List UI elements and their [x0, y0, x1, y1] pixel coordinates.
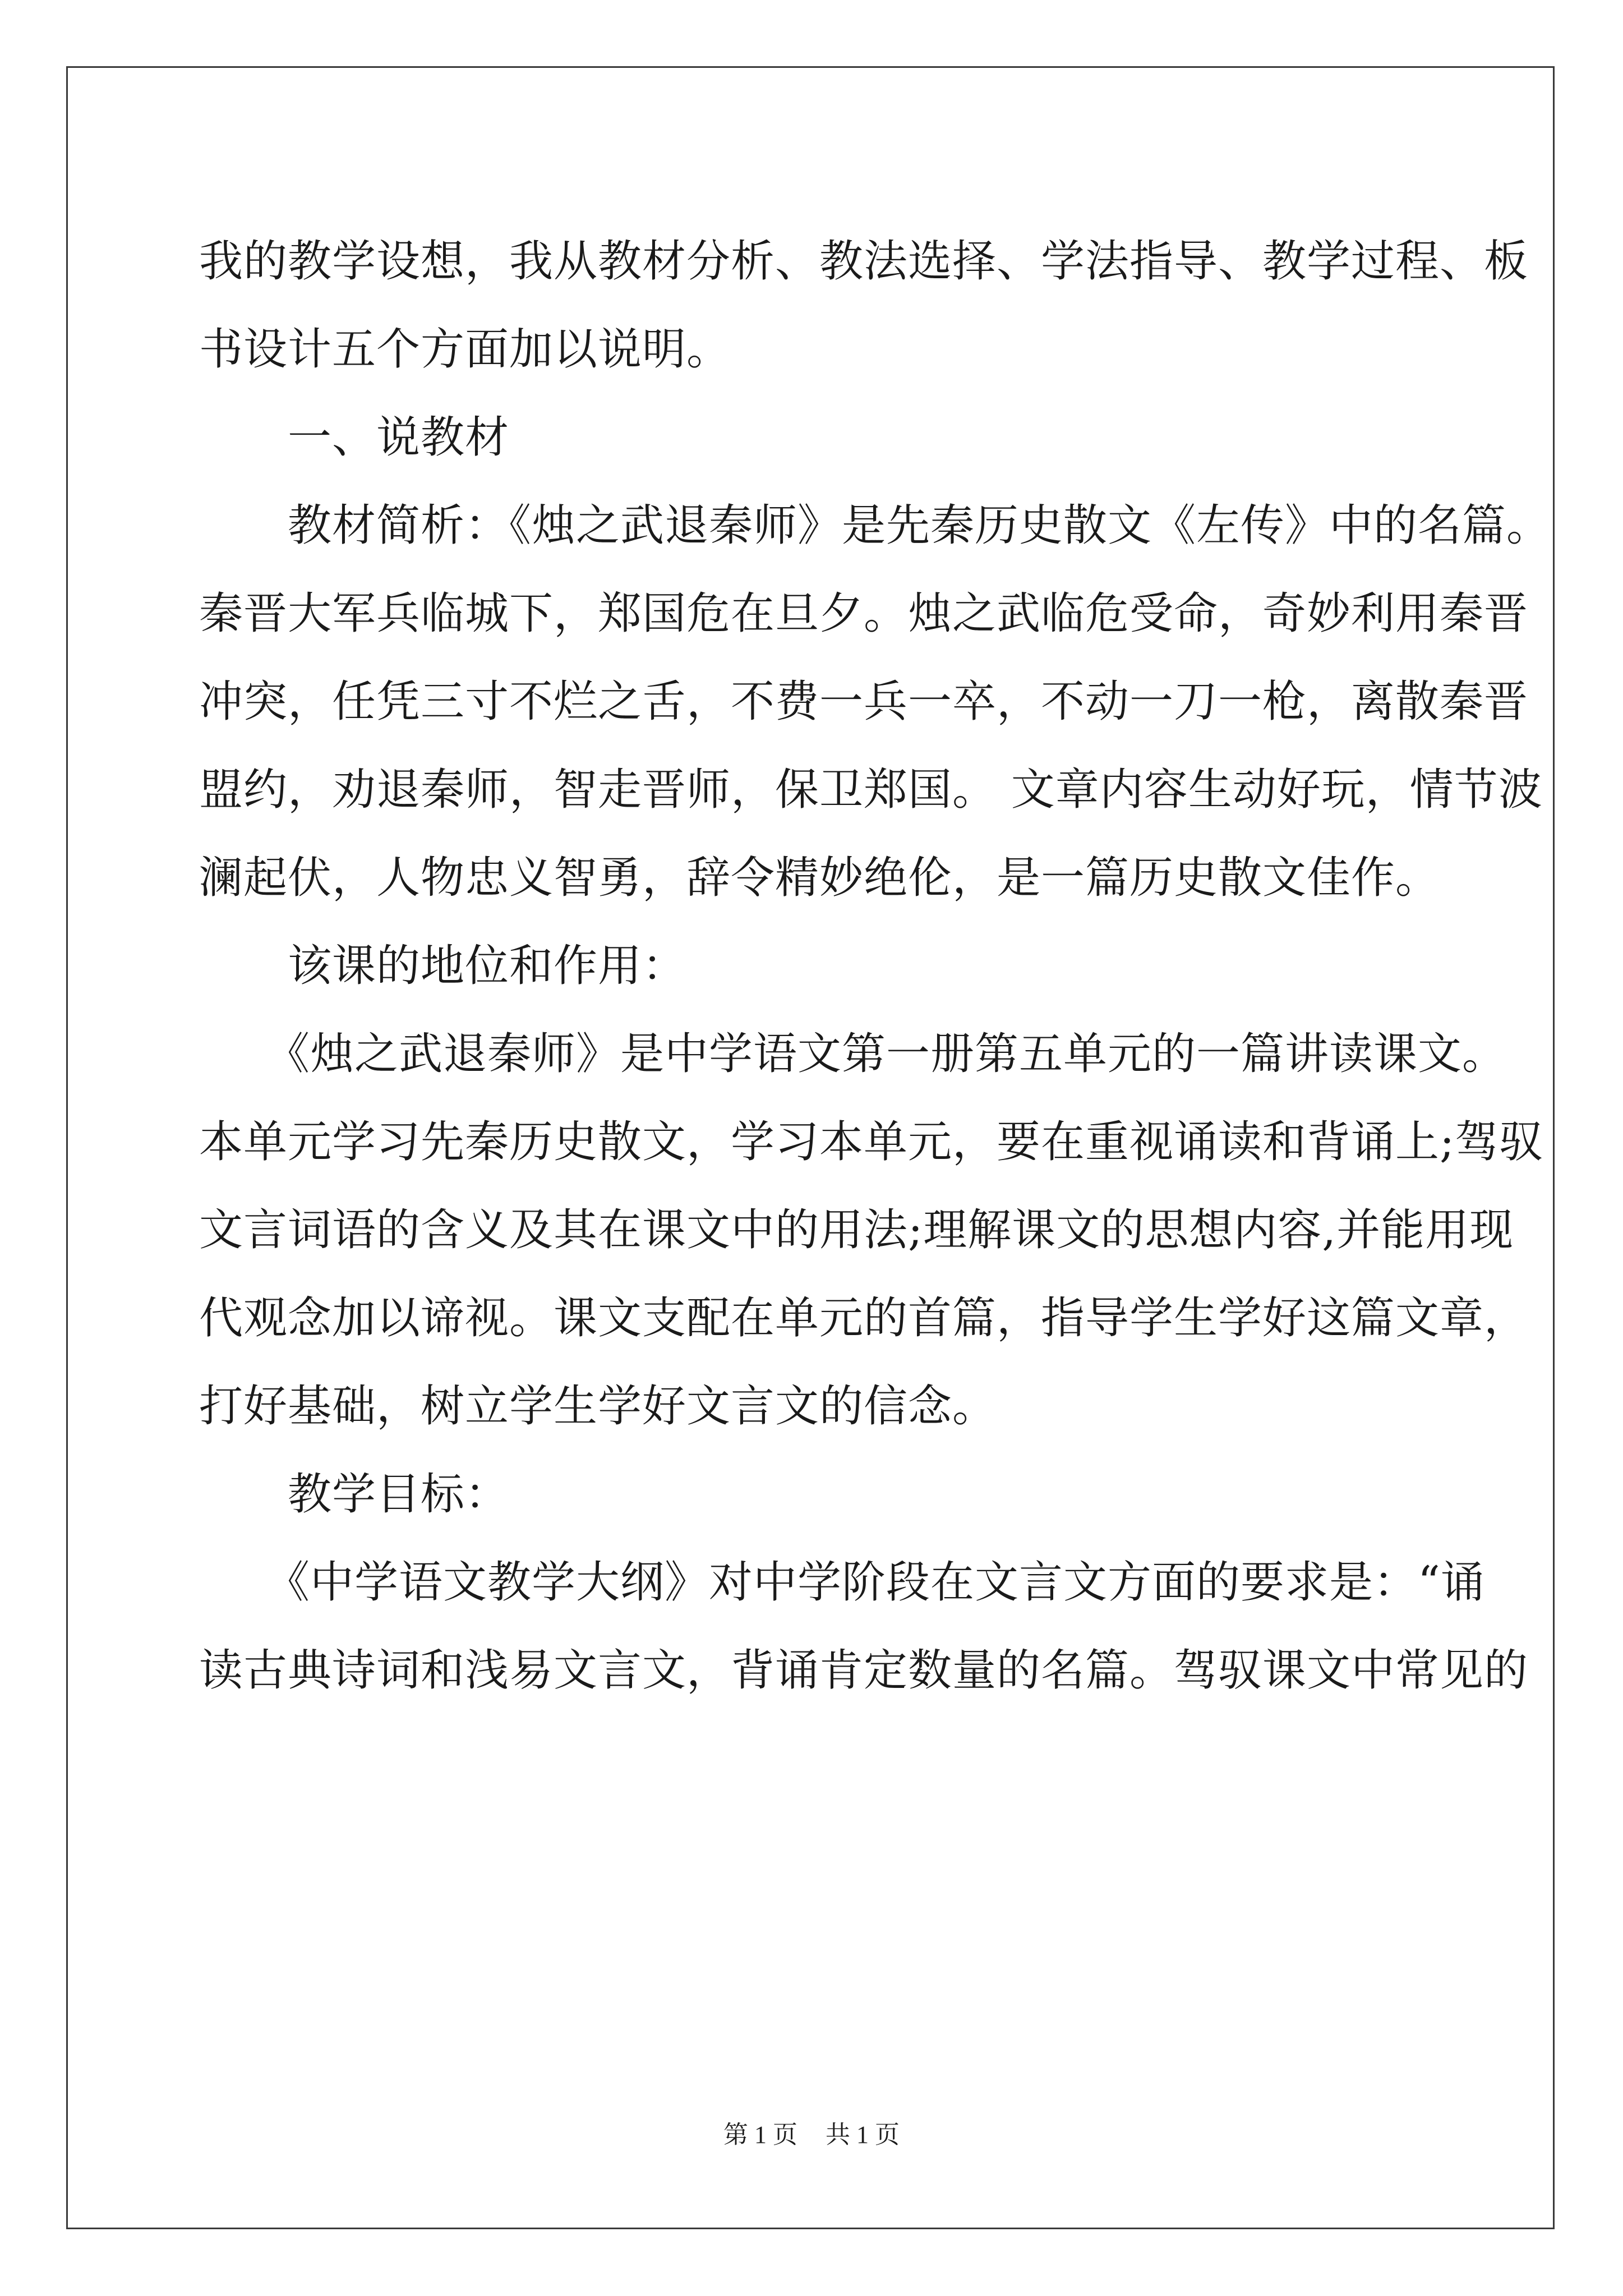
subheading: 该课的地位和作用： [199, 941, 687, 991]
text-line: 文言词语的含义及其在课文中的用法;理解课文的思想内容,并能用现 [199, 1205, 1514, 1255]
document-body [199, 218, 1551, 1715]
text-line: 教材简析：《烛之武退秦师》是先秦历史散文《左传》中的名篇。 [199, 500, 1551, 551]
text-line: 冲突，任凭三寸不烂之舌，不费一兵一卒，不动一刀一枪，离散秦晋 [199, 677, 1529, 727]
page-footer [0, 2118, 1623, 2152]
page-number: 第 1 页 [723, 2121, 797, 2148]
text-line: 《烛之武退秦师》是中学语文第一册第五单元的一篇讲读课文。 [199, 1029, 1507, 1079]
text-line: 代观念加以谛视。课文支配在单元的首篇，指导学生学好这篇文章， [199, 1293, 1529, 1343]
text-line: 秦晋大军兵临城下，郑国危在旦夕。烛之武临危受命，奇妙利用秦晋 [199, 588, 1529, 639]
text-line: 澜起伏，人物忠义智勇，辞令精妙绝伦，是一篇历史散文佳作。 [199, 853, 1440, 903]
text-line: 本单元学习先秦历史散文，学习本单元，要在重视诵读和背诵上;驾驭 [199, 1117, 1544, 1167]
text-line: 我的教学设想，我从教材分析、教法选择、学法指导、教学过程、板 [199, 236, 1529, 287]
page-total: 共 1 页 [826, 2121, 900, 2148]
text-line: 书设计五个方面加以说明。 [199, 324, 731, 375]
section-heading: 一、说教材 [199, 412, 510, 463]
text-line: 打好基础，树立学生学好文言文的信念。 [199, 1381, 997, 1432]
text-line: 读古典诗词和浅易文言文，背诵肯定数量的名篇。驾驭课文中常见的 [199, 1645, 1529, 1696]
subheading: 教学目标： [199, 1469, 510, 1520]
text-line: 《中学语文教学大纲》对中学阶段在文言文方面的要求是：“诵 [199, 1557, 1485, 1608]
text-line: 盟约，劝退秦师，智走晋师，保卫郑国。 文章内容生动好玩，情节波 [199, 765, 1543, 815]
